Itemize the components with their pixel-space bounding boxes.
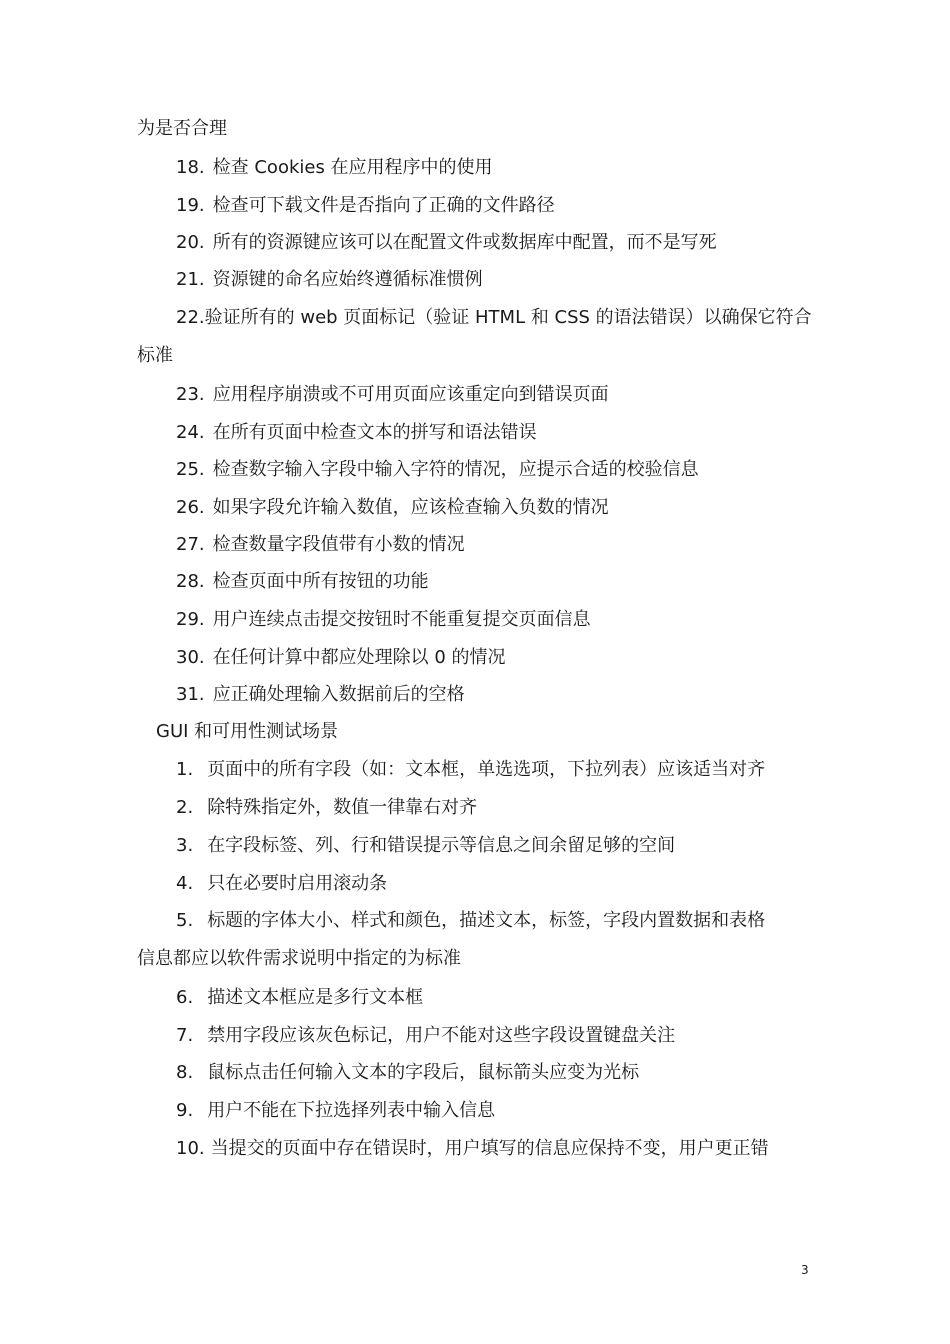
item-number: 4. — [176, 873, 194, 894]
continued-text-line — [137, 117, 227, 141]
list-item-continuation — [137, 947, 461, 971]
item-text: 鼠标点击任何输入文本的字段后，鼠标箭头应变为光标 — [207, 1062, 640, 1083]
list-item — [176, 458, 699, 482]
item-text: 描述文本框应是多行文本框 — [207, 987, 424, 1008]
item-text: 禁用字段应该灰色标记，用户不能对这些字段设置键盘关注 — [207, 1025, 676, 1046]
list-item — [176, 1137, 769, 1161]
list-item — [176, 496, 609, 520]
item-text: 应正确处理输入数据前后的空格 — [212, 684, 465, 705]
item-text: 除特殊指定外，数值一律靠右对齐 — [207, 797, 478, 818]
item-text: 信息都应以软件需求说明中指定的为标准 — [137, 948, 461, 969]
list-item — [176, 1024, 675, 1048]
item-text: 只在必要时启用滚动条 — [207, 873, 388, 894]
list-item — [176, 909, 765, 933]
item-number: 5. — [176, 910, 194, 931]
item-number: 19. — [176, 195, 205, 216]
item-text: 当提交的页面中存在错误时，用户填写的信息应保持不变，用户更正错 — [210, 1138, 769, 1159]
item-text: 检查数量字段值带有小数的情况 — [212, 534, 465, 555]
item-text: 在任何计算中都应处理除以 0 的情况 — [212, 647, 506, 668]
item-text: 资源键的命名应始终遵循标准惯例 — [212, 269, 483, 290]
item-text: 在所有页面中检查文本的拼写和语法错误 — [212, 422, 537, 443]
list-item — [176, 533, 465, 557]
item-number: 23. — [176, 384, 205, 405]
item-number: 21. — [176, 269, 205, 290]
list-item — [176, 570, 429, 594]
page-number: 3 — [801, 1263, 809, 1277]
item-number: 28. — [176, 571, 205, 592]
list-item — [176, 1061, 639, 1085]
item-number: 20. — [176, 232, 205, 253]
list-item — [176, 646, 506, 670]
item-text: 用户连续点击提交按钮时不能重复提交页面信息 — [212, 609, 591, 630]
item-text: 检查页面中所有按钮的功能 — [212, 571, 429, 592]
list-item — [176, 231, 717, 255]
item-text: 所有的资源键应该可以在配置文件或数据库中配置，而不是写死 — [212, 232, 717, 253]
item-number: 25. — [176, 459, 205, 480]
list-item-continuation — [137, 344, 173, 368]
text: 为是否合理 — [137, 118, 227, 139]
item-number: 26. — [176, 497, 205, 518]
item-number: 7. — [176, 1025, 194, 1046]
list-item — [176, 421, 537, 445]
item-number: 9. — [176, 1100, 194, 1121]
list-item — [176, 156, 493, 180]
item-text: 检查 Cookies 在应用程序中的使用 — [212, 157, 493, 178]
item-text: 检查数字输入字段中输入字符的情况，应提示合适的校验信息 — [212, 459, 699, 480]
item-number: 8. — [176, 1062, 194, 1083]
item-number: 2. — [176, 797, 194, 818]
list-item — [176, 268, 483, 292]
item-text: 应用程序崩溃或不可用页面应该重定向到错误页面 — [212, 384, 609, 405]
item-number: 27. — [176, 534, 205, 555]
item-text: 在字段标签、列、行和错误提示等信息之间余留足够的空间 — [207, 835, 676, 856]
item-text: 标准 — [137, 345, 173, 366]
item-number: 29. — [176, 609, 205, 630]
list-item — [176, 872, 387, 896]
item-number: 6. — [176, 987, 194, 1008]
item-text: 如果字段允许输入数值，应该检查输入负数的情况 — [212, 497, 609, 518]
list-item — [176, 758, 765, 782]
item-text: 标题的字体大小、样式和颜色，描述文本，标签，字段内置数据和表格 — [207, 910, 766, 931]
list-item — [176, 834, 675, 858]
list-item — [176, 194, 555, 218]
list-item — [176, 306, 812, 330]
list-item — [176, 683, 465, 707]
item-text: 22.验证所有的 web 页面标记（验证 HTML 和 CSS 的语法错误）以确保它符合 — [176, 307, 812, 328]
item-number: 30. — [176, 647, 205, 668]
item-number: 3. — [176, 835, 194, 856]
item-number: 1. — [176, 759, 194, 780]
item-text: 用户不能在下拉选择列表中输入信息 — [207, 1100, 496, 1121]
list-item — [176, 1099, 495, 1123]
heading-text: GUI 和可用性测试场景 — [156, 721, 339, 742]
list-item — [176, 796, 477, 820]
item-text: 检查可下载文件是否指向了正确的文件路径 — [212, 195, 555, 216]
item-number: 10. — [176, 1138, 205, 1159]
list-item — [176, 986, 423, 1010]
item-text: 页面中的所有字段（如：文本框，单选选项，下拉列表）应该适当对齐 — [207, 759, 766, 780]
list-item — [176, 383, 609, 407]
section-heading — [156, 720, 338, 744]
list-item — [176, 608, 591, 632]
item-number: 24. — [176, 422, 205, 443]
item-number: 31. — [176, 684, 205, 705]
item-number: 18. — [176, 157, 205, 178]
